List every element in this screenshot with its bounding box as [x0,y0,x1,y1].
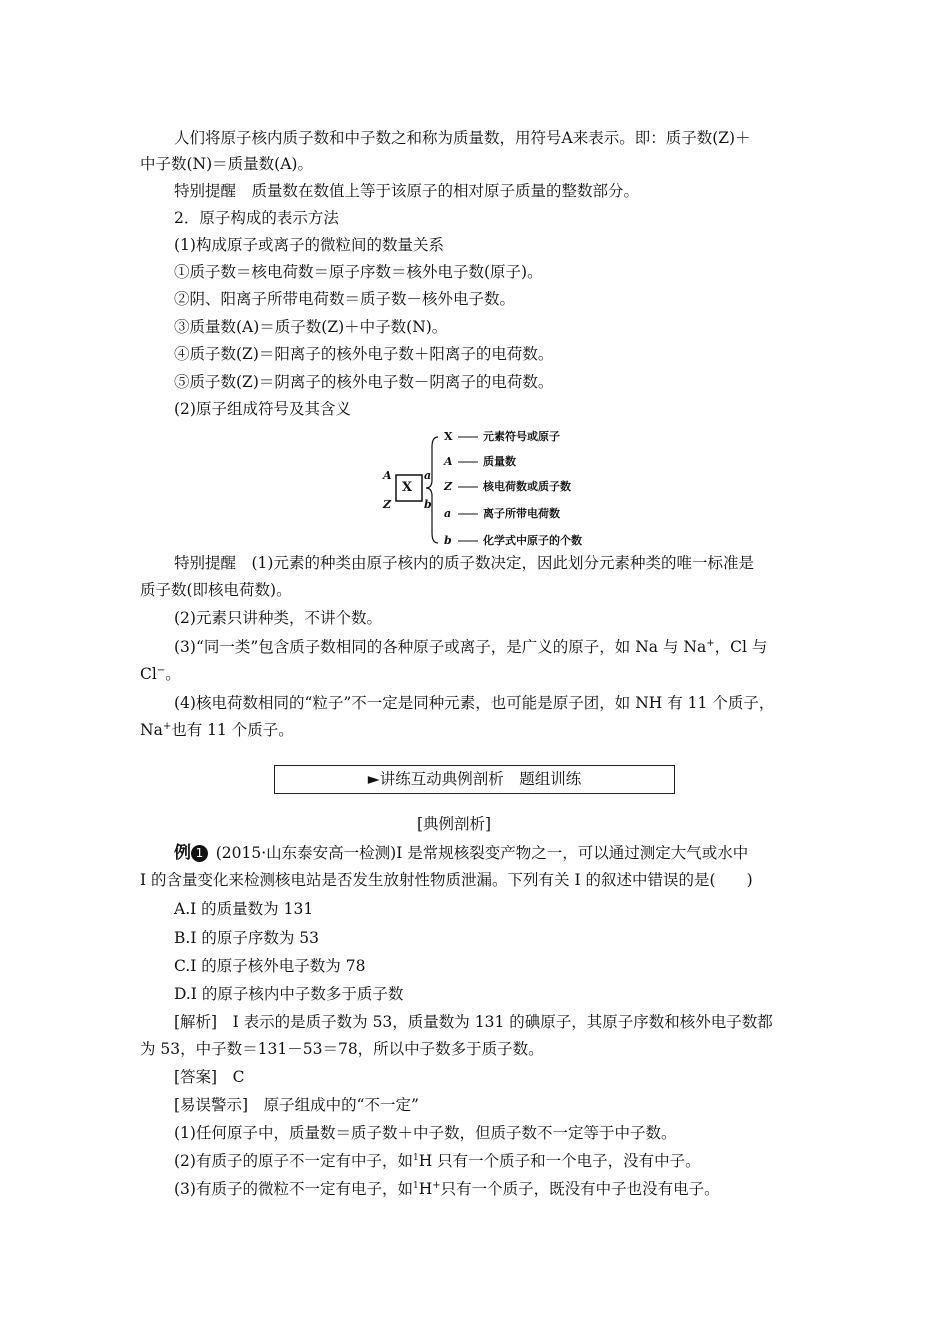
answer-line: [答案] C [174,1068,245,1086]
subheading-1: (1)构成原子或离子的微粒间的数量关系 [174,236,444,254]
example-question-text-1: (2015·山东泰安高一检测)I 是常规核裂变产物之一，可以通过测定大气或水中 [215,844,749,862]
diagram-row-var-5: b [444,534,452,547]
diagram-row-var-2: A [444,455,453,468]
diagram-left-top: A [383,469,392,482]
diagram-row-text-5: 化学式中原子的个数 [483,534,582,547]
example-question-line-2: I 的含量变化来检测核电站是否发生放射性物质泄漏。下列有关 I 的叙述中错误的是( ) [140,871,753,889]
tip-4b [140,720,294,740]
relation-item-1: ①质子数＝核电荷数＝原子序数＝核外电子数(原子)。 [174,263,543,281]
diagram-center-x: X [402,480,413,495]
tip-3b-pre: Cl [140,665,157,683]
diagram-right-bottom: b [424,498,432,511]
diagram-row-var-3: Z [444,480,453,493]
relation-item-2: ②阴、阳离子所带电荷数＝质子数－核外电子数。 [174,290,516,308]
warning-item-3-mid: H [418,1180,433,1198]
diagram-row-text-3: 核电荷数或质子数 [483,480,571,493]
atomic-symbol-diagram [378,425,608,550]
tip-3b-sup: − [156,664,166,676]
warning-item-3-sup2: + [432,1179,441,1191]
tip-2: (2)元素只讲种类，不讲个数。 [174,609,382,627]
diagram-left-bottom: Z [383,498,392,511]
diagram-row-text-1: 元素符号或原子 [483,430,560,443]
tip-4b-sup: + [162,720,172,732]
relation-item-3: ③质量数(A)＝质子数(Z)＋中子数(N)。 [174,318,448,336]
tip-3a-post: ，Cl 与 [714,638,768,656]
intro-line-1: 人们将原子核内质子数和中子数之和称为质量数，用符号A来表示。即：质子数(Z)＋ [174,129,751,147]
diagram-row-text-4: 离子所带电荷数 [483,507,560,520]
tip-1a: 特别提醒 (1)元素的种类由原子核内的质子数决定，因此划分元素种类的唯一标准是 [174,554,754,572]
tip-4b-post: 也有 11 个质子。 [171,721,294,739]
warning-item-3 [174,1179,720,1199]
diagram-row-var-1: X [444,430,453,443]
warning-item-3-post: 只有一个质子，既没有中子也没有电子。 [440,1180,720,1198]
intro-note: 特别提醒 质量数在数值上等于该原子的相对原子质量的整数部分。 [174,182,640,200]
example-number-badge: 1 [191,845,208,862]
option-d: D.I 的原子核内中子数多于质子数 [174,985,404,1003]
example-mark: 例 [174,843,191,863]
tip-3a-sup: + [706,637,715,649]
option-a: A.I 的质量数为 131 [174,900,314,918]
warning-item-2-pre: (2)有质子的原子不一定有中子，如 [174,1152,413,1170]
subheading-2: (2)原子组成符号及其含义 [174,400,351,418]
tip-3a [174,637,767,657]
analysis-line-1: [解析] I 表示的是质子数为 53，质量数为 131 的碘原子，其原子序数和核外电子数都 [174,1013,773,1031]
warning-item-3-sup: 1 [412,1180,419,1191]
tip-4a: (4)核电荷数相同的“粒子”不一定是同种元素，也可能是原子团，如 NH 有 11 个质子， [174,694,775,712]
warning-heading: [易误警示] 原子组成中的“不一定” [174,1096,419,1114]
tip-3b-post: 。 [165,665,181,683]
section-heading: 2．原子构成的表示方法 [174,209,339,227]
diagram-row-text-2: 质量数 [483,455,516,468]
relation-item-4: ④质子数(Z)＝阳离子的核外电子数＋阳离子的电荷数。 [174,345,554,363]
example-question-line-1 [174,843,748,863]
tip-1b: 质子数(即核电荷数)。 [140,581,292,599]
option-b: B.I 的原子序数为 53 [174,929,320,947]
warning-item-1: (1)任何原子中，质量数＝质子数＋中子数，但质子数不一定等于中子数。 [174,1124,677,1142]
tip-4b-pre: Na [140,721,163,739]
intro-line-2: 中子数(N)＝质量数(A)。 [140,155,313,173]
relation-item-5: ⑤质子数(Z)＝阴离子的核外电子数－阴离子的电荷数。 [174,373,554,391]
section-banner: ►讲练互动典例剖析 题组训练 [274,765,675,794]
tip-3a-pre: (3)“同一类”包含质子数相同的各种原子或离子，是广义的原子，如 Na 与 Na [174,638,707,656]
analysis-line-2: 为 53，中子数＝131－53＝78，所以中子数多于质子数。 [140,1040,544,1058]
diagram-right-top: a [424,469,432,482]
option-c: C.I 的原子核外电子数为 78 [174,957,366,975]
warning-item-2-sup: 1 [412,1152,419,1163]
warning-item-2 [174,1151,701,1171]
warning-item-3-pre: (3)有质子的微粒不一定有电子，如 [174,1180,413,1198]
example-section-title: [典例剖析] [417,815,492,833]
warning-item-2-post: H 只有一个质子和一个电子，没有中子。 [418,1152,701,1170]
tip-3b [140,664,181,684]
diagram-row-var-4: a [444,507,452,520]
